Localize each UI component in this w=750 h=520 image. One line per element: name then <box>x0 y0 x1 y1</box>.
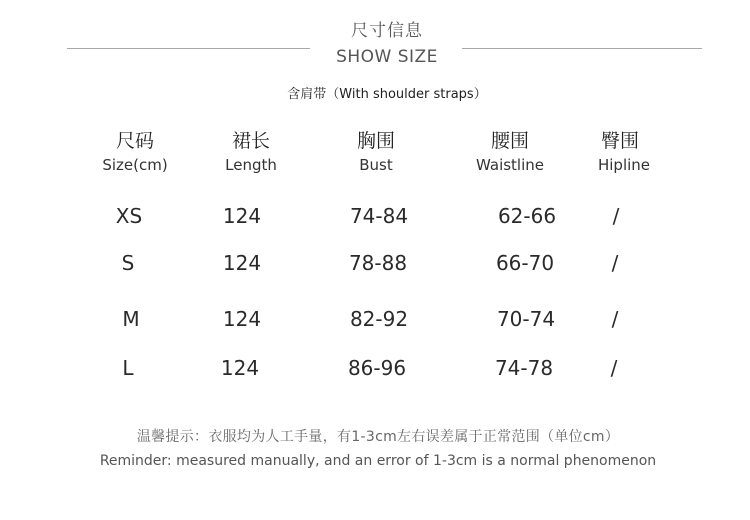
title-divider-left <box>67 48 310 49</box>
col-header-bust-cn: 胸围 <box>356 130 396 152</box>
shoulder-strap-note: 含肩带（With shoulder straps） <box>287 87 487 102</box>
section-title-cn: 尺寸信息 <box>351 21 423 41</box>
col-header-bust-en: Bust <box>359 156 393 174</box>
table-cell-hip: / <box>611 307 619 331</box>
col-header-hip-cn: 臀围 <box>600 130 640 152</box>
col-header-length-en: Length <box>225 156 277 174</box>
table-cell-length: 124 <box>222 251 262 275</box>
table-cell-bust: 86-96 <box>347 356 407 380</box>
table-cell-waist: 70-74 <box>496 307 556 331</box>
table-cell-size: L <box>122 356 134 380</box>
table-cell-length: 124 <box>222 204 262 228</box>
table-cell-bust: 78-88 <box>348 251 408 275</box>
col-header-waist-en: Waistline <box>476 156 544 174</box>
table-cell-waist: 74-78 <box>494 356 554 380</box>
table-cell-hip: / <box>611 251 619 275</box>
table-cell-waist: 66-70 <box>495 251 555 275</box>
col-header-size-en: Size(cm) <box>102 156 168 174</box>
table-cell-bust: 82-92 <box>349 307 409 331</box>
col-header-waist-cn: 腰围 <box>490 130 530 152</box>
table-cell-hip: / <box>612 204 620 228</box>
title-divider-right <box>462 48 702 49</box>
reminder-text-en: Reminder: measured manually, and an error of 1-3cm is a normal phenomenon <box>99 453 657 469</box>
table-cell-bust: 74-84 <box>349 204 409 228</box>
table-cell-size: XS <box>115 204 143 228</box>
table-cell-waist: 62-66 <box>497 204 557 228</box>
table-cell-hip: / <box>610 356 618 380</box>
col-header-size-cn: 尺码 <box>115 130 155 152</box>
table-cell-size: M <box>122 307 140 331</box>
col-header-hip-en: Hipline <box>597 156 651 174</box>
reminder-text-cn: 温馨提示：衣服均为人工手量，有1-3cm左右误差属于正常范围（单位cm） <box>136 429 620 445</box>
col-header-length-cn: 裙长 <box>231 130 271 152</box>
table-cell-length: 124 <box>222 307 262 331</box>
section-title-en: SHOW SIZE <box>336 47 438 67</box>
table-cell-size: S <box>121 251 135 275</box>
table-cell-length: 124 <box>220 356 260 380</box>
